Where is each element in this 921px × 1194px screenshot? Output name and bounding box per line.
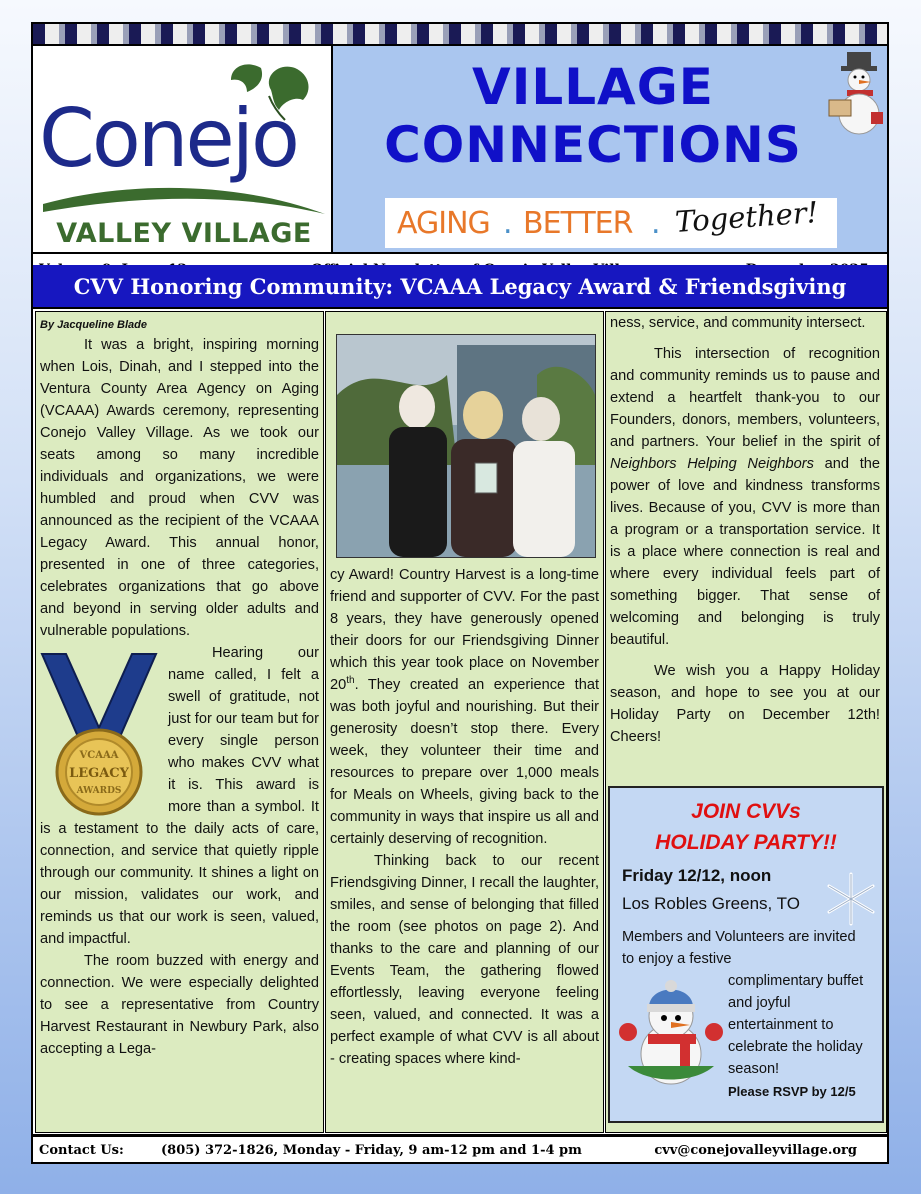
neighbors-phrase: Neighbors Helping Neighbors	[610, 456, 814, 472]
logo-sub: VALLEY VILLAGE	[56, 218, 312, 249]
party-rsvp: Please RSVP by 12/5	[728, 1084, 856, 1099]
tagline-together: Together!	[673, 195, 820, 239]
logo-name: Conejo	[39, 92, 297, 185]
masthead-title-line2: CONNECTIONS	[384, 116, 802, 174]
award-photo	[336, 334, 596, 558]
article-paragraph-1: It was a bright, inspiring morning when Lois, Dinah, and I stepped into the Ventura County Area Agency on Aging (VCAAA) Awards ceremony, representing Conejo Valley Village. As we took our seats among so many incredible individuals and organizations, we were humbled and proud when CVV was announced as the recipient of the VCAAA Legacy Award. This annual honor, presented in one of three categories, celebrates organizations that go above and beyond in serving older adults and vulnerable populations.	[40, 337, 319, 639]
contact-footer	[33, 1134, 887, 1162]
newsletter-page	[31, 22, 889, 1164]
article-paragraph-7	[610, 343, 880, 651]
masthead	[333, 46, 887, 252]
snowman-icon	[827, 50, 891, 140]
article-paragraph-3: The room buzzed with energy and connection. We were especially delighted to see a representative from Country Harvest Restaurant in Newbury Park, also accepting a Lega-	[40, 953, 319, 1057]
snowflake-icon	[822, 870, 880, 928]
tagline-box	[385, 195, 837, 248]
article-paragraph-7a: This intersection of recognition and community reminds us to pause and extend a heartfelt thank-you to our Founders, donors, members, volunteers, and partners. Your belief in the spirit of	[610, 346, 880, 450]
byline: By Jacqueline Blade	[40, 319, 147, 331]
snowman-mascot-icon	[618, 974, 724, 1086]
party-title-line2: HOLIDAY PARTY!!	[655, 831, 837, 854]
masthead-title-line1: VILLAGE	[472, 58, 714, 116]
party-title-line1: JOIN CVVs	[691, 800, 801, 823]
article-column-2	[325, 311, 604, 1133]
article-paragraph-7b: and the power of love and kindness transforms lives. Because of you, CVV is more than a program or a transportation service. It is a place where connection is real and where every individual feels part of something bigger. That sense of welcoming and belonging is truly beautiful.	[610, 456, 881, 648]
tagline-dot: .	[503, 206, 513, 241]
article-paragraph-2	[40, 642, 319, 950]
article-headline: CVV Honoring Community: VCAAA Legacy Award & Friendsgiving	[33, 265, 887, 309]
article-paragraph-6: ness, service, and community intersect.	[610, 315, 866, 331]
article-paragraph-4a: cy Award! Country Harvest is a long-time friend and supporter of CVV. For the past 8 years, they have generously opened their doors for our Friendsgiving Dinner which this year took place on November 20	[330, 567, 599, 693]
contact-label: Contact Us:	[39, 1143, 124, 1158]
contact-phone: (805) 372-1826, Monday - Friday, 9 am-12 pm and 1-4 pm	[161, 1143, 582, 1158]
ordinal-suffix: th	[346, 675, 355, 687]
article-column-1	[35, 311, 324, 1133]
article-paragraph-4b: . They created an experience that was both joyful and nourishing. But their generosity doesn’t stop there. Every week, they volunteer their time and resources to prepare over 1,000 meals for Meals on Wheels, giving back to the community in ways that inspire us all and certainly deserving of recognition.	[330, 677, 599, 847]
medal-text-bottom: AWARDS	[76, 786, 122, 796]
article-paragraph-2-text: Hearing our name called, I felt a swell of gratitude, not just for our team but for every single person who makes CVV what it is. This award is more than a symbol. It is a testament to the daily acts of care, connection, and service that quietly ripple through our community. It shines a light on our mission, validates our work, and reminds us that our work is seen, valued, and impactful.	[40, 645, 319, 947]
tagline-dot-2: .	[651, 206, 661, 241]
contact-email[interactable]: cvv@conejovalleyvillage.org	[654, 1143, 857, 1158]
party-where: Los Robles Greens, TO	[622, 894, 800, 913]
party-when: Friday 12/12, noon	[622, 866, 772, 885]
party-description-1: Members and Volunteers are invited to enjoy a festive	[622, 929, 856, 967]
holiday-party-box	[608, 786, 884, 1123]
checkered-border	[33, 24, 887, 46]
medal-text-top: VCAAA	[79, 750, 119, 761]
article-paragraph-8: We wish you a Happy Holiday season, and hope to see you at our Holiday Party on December 12th! Cheers!	[610, 663, 880, 745]
medal-text-mid: LEGACY	[69, 766, 129, 781]
cvv-logo	[33, 46, 333, 252]
party-description-2: complimentary buffet and joyful entertainment to celebrate the holiday season!	[728, 973, 864, 1077]
tagline-better: BETTER	[523, 206, 633, 241]
article-paragraph-5: Thinking back to our recent Friendsgiving Dinner, I recall the laughter, smiles, and sense of belonging that filled the room (see photos on page 2). And thanks to the care and planning of our Events Team, the gathering flowed effortlessly, leaving everyone feeling seen, valued, and connected. It was a perfect example of what CVV is all about - creating spaces where kind-	[330, 853, 599, 1067]
tagline-aging: AGING	[397, 206, 490, 241]
article-paragraph-4	[330, 564, 599, 850]
legacy-award-medal-icon	[38, 650, 160, 816]
